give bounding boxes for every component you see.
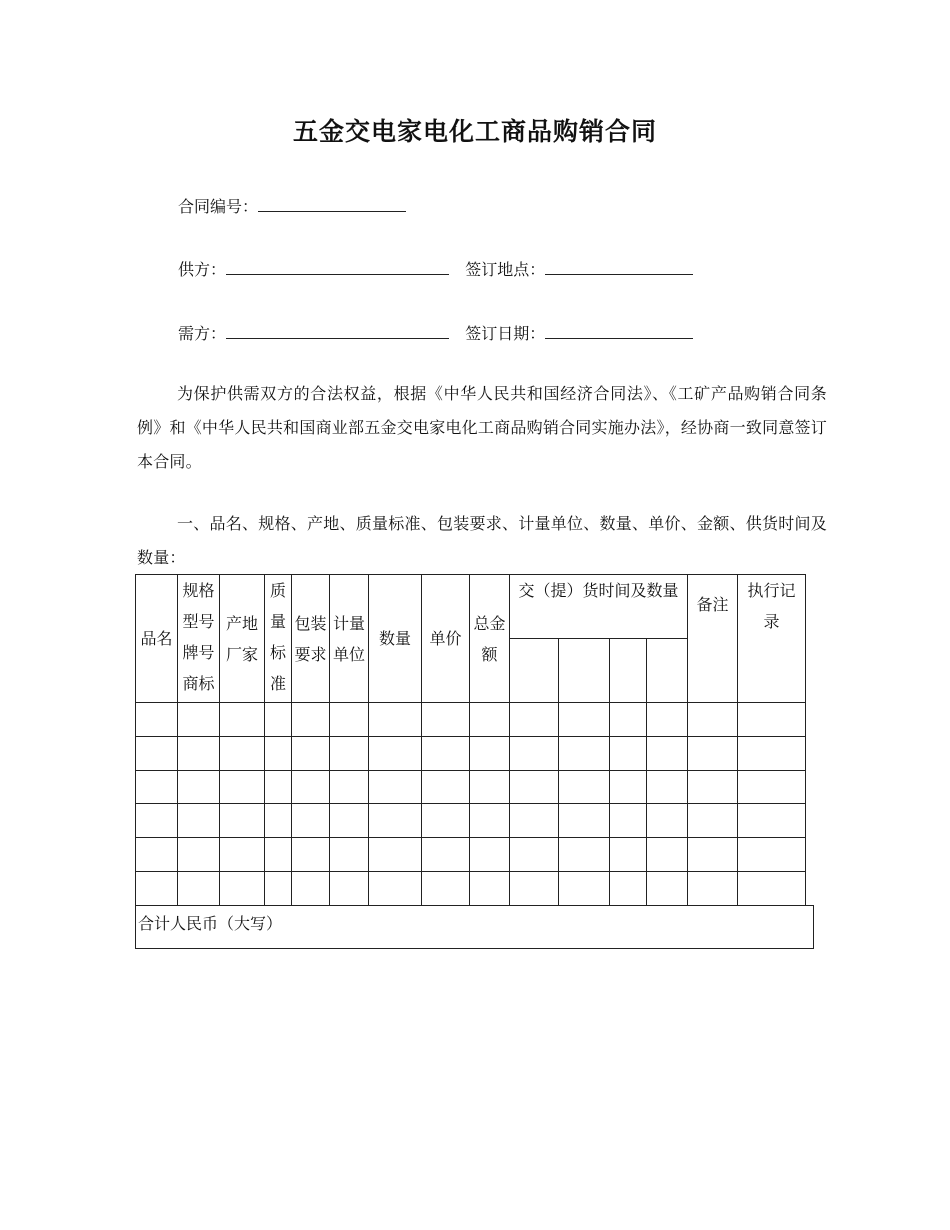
table-cell[interactable] [265, 737, 292, 771]
delivery-cell-3[interactable] [610, 639, 647, 703]
header-packing: 包装要求 [292, 575, 330, 703]
table-cell[interactable] [330, 771, 369, 804]
table-cell[interactable] [470, 872, 510, 906]
table-cell[interactable] [738, 703, 806, 737]
header-remark: 备注 [688, 575, 738, 703]
delivery-cell-4[interactable] [647, 639, 688, 703]
table-cell[interactable] [510, 838, 559, 872]
table-cell[interactable] [292, 771, 330, 804]
table-cell[interactable] [688, 872, 738, 906]
table-row [136, 872, 806, 906]
table-cell[interactable] [330, 804, 369, 838]
table-cell[interactable] [220, 771, 265, 804]
table-cell[interactable] [610, 771, 647, 804]
table-cell[interactable] [559, 737, 610, 771]
table-cell[interactable] [178, 804, 220, 838]
table-cell[interactable] [330, 872, 369, 906]
table-cell[interactable] [220, 804, 265, 838]
table-cell[interactable] [422, 771, 470, 804]
supplier-label: 供方： [178, 260, 227, 279]
table-cell[interactable] [738, 771, 806, 804]
table-cell[interactable] [610, 872, 647, 906]
table-cell[interactable] [265, 771, 292, 804]
table-cell[interactable] [559, 703, 610, 737]
table-cell[interactable] [369, 737, 422, 771]
table-cell[interactable] [510, 703, 559, 737]
table-cell[interactable] [292, 804, 330, 838]
table-cell[interactable] [738, 804, 806, 838]
table-cell[interactable] [647, 872, 688, 906]
table-cell[interactable] [510, 804, 559, 838]
header-record: 执行记录 [738, 575, 806, 703]
table-cell[interactable] [178, 838, 220, 872]
table-cell[interactable] [470, 804, 510, 838]
preamble-paragraph: 为保护供需双方的合法权益，根据《中华人民共和国经济合同法》、《工矿产品购销合同条例》和《中华人民共和国商业部五金交电家电化工商品购销合同实施办法》，经协商一致同意签订本合同。 [137, 384, 827, 471]
clause-one-paragraph: 一、品名、规格、产地、质量标准、包装要求、计量单位、数量、单价、金额、供货时间及数量： [137, 514, 827, 567]
table-cell[interactable] [178, 771, 220, 804]
table-cell[interactable] [422, 872, 470, 906]
table-cell[interactable] [369, 771, 422, 804]
table-cell[interactable] [559, 804, 610, 838]
table-row [136, 838, 806, 872]
header-delivery: 交（提）货时间及数量 [510, 575, 688, 639]
table-cell[interactable] [178, 703, 220, 737]
goods-table [135, 574, 806, 906]
delivery-cell-2[interactable] [559, 639, 610, 703]
table-cell[interactable] [738, 737, 806, 771]
table-cell[interactable] [422, 838, 470, 872]
table-cell[interactable] [265, 838, 292, 872]
table-cell[interactable] [136, 872, 178, 906]
table-cell[interactable] [220, 703, 265, 737]
table-cell[interactable] [422, 737, 470, 771]
table-cell[interactable] [330, 838, 369, 872]
header-quantity: 数量 [369, 575, 422, 703]
table-cell[interactable] [688, 771, 738, 804]
table-cell[interactable] [292, 703, 330, 737]
table-cell[interactable] [369, 703, 422, 737]
sign-place-blank[interactable] [545, 258, 693, 275]
table-cell[interactable] [265, 872, 292, 906]
delivery-cell-1[interactable] [510, 639, 559, 703]
table-cell[interactable] [178, 872, 220, 906]
header-spec: 规格型号牌号商标 [178, 575, 220, 703]
sign-place-label: 签订地点： [465, 260, 546, 279]
table-cell[interactable] [470, 737, 510, 771]
header-amount: 总金额 [470, 575, 510, 703]
table-cell[interactable] [220, 838, 265, 872]
table-cell[interactable] [136, 804, 178, 838]
table-cell[interactable] [136, 737, 178, 771]
contract-number-row [178, 195, 406, 218]
table-cell[interactable] [610, 838, 647, 872]
table-cell[interactable] [738, 872, 806, 906]
table-row [136, 804, 806, 838]
total-rmb-label: 合计人民币（大写） [138, 914, 283, 933]
table-cell[interactable] [136, 703, 178, 737]
table-cell[interactable] [647, 771, 688, 804]
header-price: 单价 [422, 575, 470, 703]
table-cell[interactable] [647, 703, 688, 737]
table-cell[interactable] [610, 737, 647, 771]
table-cell[interactable] [510, 771, 559, 804]
table-cell[interactable] [369, 872, 422, 906]
table-cell[interactable] [510, 737, 559, 771]
table-cell[interactable] [688, 804, 738, 838]
sign-date-blank[interactable] [545, 322, 693, 339]
table-cell[interactable] [369, 804, 422, 838]
table-cell[interactable] [330, 703, 369, 737]
table-cell[interactable] [178, 737, 220, 771]
buyer-row [178, 322, 693, 345]
total-rmb-row[interactable] [135, 905, 814, 949]
table-cell[interactable] [292, 737, 330, 771]
table-cell[interactable] [265, 703, 292, 737]
contract-number-label: 合同编号： [178, 197, 259, 216]
table-cell[interactable] [688, 737, 738, 771]
table-cell[interactable] [738, 838, 806, 872]
supplier-row [178, 258, 693, 281]
table-cell[interactable] [559, 872, 610, 906]
table-cell[interactable] [647, 804, 688, 838]
table-cell[interactable] [610, 804, 647, 838]
header-quality: 质量标准 [265, 575, 292, 703]
table-cell[interactable] [559, 838, 610, 872]
header-name: 品名 [136, 575, 178, 703]
table-cell[interactable] [688, 838, 738, 872]
header-unit: 计量单位 [330, 575, 369, 703]
table-cell[interactable] [422, 703, 470, 737]
table-cell[interactable] [559, 771, 610, 804]
table-cell[interactable] [510, 872, 559, 906]
table-cell[interactable] [647, 737, 688, 771]
table-cell[interactable] [220, 737, 265, 771]
table-cell[interactable] [136, 771, 178, 804]
contract-title: 五金交电家电化工商品购销合同 [292, 117, 657, 146]
table-cell[interactable] [610, 703, 647, 737]
table-cell[interactable] [220, 872, 265, 906]
table-cell[interactable] [688, 703, 738, 737]
buyer-blank[interactable] [226, 322, 449, 339]
table-cell[interactable] [647, 838, 688, 872]
header-origin: 产地厂家 [220, 575, 265, 703]
buyer-label: 需方： [178, 324, 227, 343]
table-cell[interactable] [422, 804, 470, 838]
supplier-blank[interactable] [226, 258, 449, 275]
table-cell[interactable] [330, 737, 369, 771]
table-cell[interactable] [470, 771, 510, 804]
sign-date-label: 签订日期： [465, 324, 546, 343]
table-cell[interactable] [265, 804, 292, 838]
contract-number-blank[interactable] [258, 195, 406, 212]
table-cell[interactable] [292, 872, 330, 906]
table-cell[interactable] [292, 838, 330, 872]
table-row [136, 703, 806, 737]
table-row [136, 771, 806, 804]
table-cell[interactable] [470, 838, 510, 872]
table-cell[interactable] [369, 838, 422, 872]
table-cell[interactable] [470, 703, 510, 737]
table-row [136, 737, 806, 771]
table-cell[interactable] [136, 838, 178, 872]
